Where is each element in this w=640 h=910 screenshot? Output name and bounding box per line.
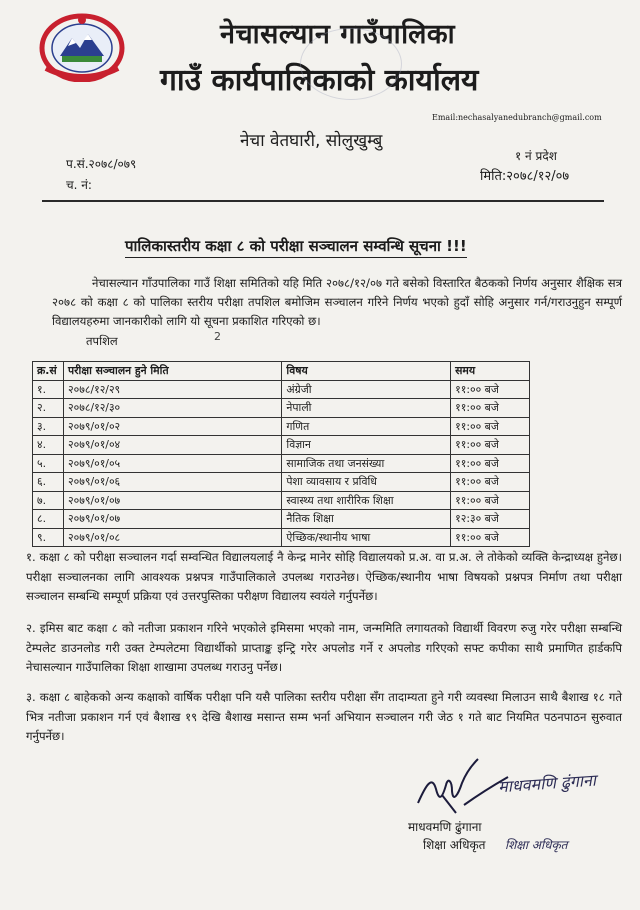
instruction-paragraph-3: ३. कक्षा ८ बाहेकको अन्य कक्षाको वार्षिक परीक्षा पनि यसै पालिका स्तरीय परीक्षा सँग तादाम्यता हुने गरी व्यवस्था मिलाउन साथै बैशाख १८ गते भित्र नतीजा प्रकाशन गर्न एवं बैशाख १९ देखि बैशाख मसान्त सम्म भर्ना अभियान सञ्चालन गरी जेठ १ गते बाट नियमित पठनपाठन सुरुवात गर्नुपर्नेछ। — [26, 690, 622, 743]
header-date: परीक्षा सञ्चालन हुने मिति — [63, 362, 281, 381]
cell-time: ११:०० बजे — [451, 528, 530, 547]
signatory-title: शिक्षा अधिकृत — [423, 838, 486, 852]
email-address: Email:nechasalyanedubranch@gmail.com — [432, 113, 602, 122]
cell-date: २०७९/०१/०७ — [63, 491, 281, 510]
instruction-paragraph-1: १. कक्षा ८ को परीक्षा सञ्चालन गर्दा सम्वन्धित विद्यालयलाई नै केन्द्र मानेर सोहि विद्यालयको प्र.अ. वा प्र.अ. ले तोकेको व्यक्ति केन्द्राध्यक्ष हुनेछ। परीक्षा सञ्चालनका लागि आवश्यक प्रश्नपत्र गाउँपालिकाले उपलब्ध गराउनेछ। ऐच्छिक/स्थानीय भाषा विषयको प्रश्नपत्र निर्माण तथा परीक्षा सञ्चालन सम्बन्धि सम्पूर्ण प्रक्रिया एवं उत्तरपुस्तिका परीक्षण विद्यालय स्वयंले गर्नुपर्नेछ। — [26, 550, 622, 603]
cell-subject: नेपाली — [282, 399, 451, 418]
signatory-name: माधवमणि ढुंगाना — [408, 820, 482, 834]
province-label: १ नं प्रदेश — [515, 149, 557, 163]
header-time: समय — [451, 362, 530, 381]
signature-stamp-name: माधवमणि ढुंगाना — [497, 770, 597, 797]
municipality-name: नेचासल्यान गाउँपालिका — [220, 19, 456, 50]
dispatch-number: च. नं: — [66, 178, 92, 192]
table-row — [33, 473, 530, 492]
signature-stamp-title: शिक्षा अधिकृत — [505, 838, 568, 852]
cell-sn: ८. — [33, 510, 64, 529]
cell-date: २०७९/०१/०६ — [63, 473, 281, 492]
cell-subject: गणित — [282, 417, 451, 436]
cell-date: २०७८/१२/३० — [63, 399, 281, 418]
nepal-emblem-icon — [38, 12, 126, 82]
table-row — [33, 399, 530, 418]
cell-subject: स्वास्थ्य तथा शारीरिक शिक्षा — [282, 491, 451, 510]
reference-number: प.सं.२०७८/०७९ — [66, 157, 137, 171]
table-row — [33, 436, 530, 455]
cell-sn: १. — [33, 380, 64, 399]
cell-time: ११:०० बजे — [451, 399, 530, 418]
cell-time: ११:०० बजे — [451, 417, 530, 436]
cell-time: ११:०० बजे — [451, 473, 530, 492]
cell-subject: नैतिक शिक्षा — [282, 510, 451, 529]
schedule-label: तपशिल — [86, 334, 118, 348]
cell-sn: ६. — [33, 473, 64, 492]
faint-stamp-icon — [300, 28, 402, 100]
header-subject: विषय — [282, 362, 451, 381]
table-row — [33, 417, 530, 436]
cell-sn: ३. — [33, 417, 64, 436]
table-row — [33, 380, 530, 399]
cell-time: ११:०० बजे — [451, 491, 530, 510]
stray-mark: 2 — [214, 330, 221, 343]
cell-date: २०७९/०१/०५ — [63, 454, 281, 473]
cell-time: ११:०० बजे — [451, 380, 530, 399]
cell-time: ११:०० बजे — [451, 436, 530, 455]
notice-date: मिति:२०७८/१२/०७ — [480, 169, 570, 184]
cell-sn: ९. — [33, 528, 64, 547]
cell-sn: ४. — [33, 436, 64, 455]
notice-subject: पालिकास्तरीय कक्षा ८ को परीक्षा सञ्चालन सम्वन्धि सूचना !!! — [125, 236, 467, 258]
instruction-paragraph-2: २. इमिस बाट कक्षा ८ को नतीजा प्रकाशन गरिने भएकोले इमिसमा भएको नाम, जन्ममिति लगायतको विद्यार्थी विवरण रुजु गरेर परीक्षा सम्बन्धि टेम्पलेट डाउनलोड गरी उक्त टेम्पलेटमा विद्यार्थीको प्राप्ताङ्क इन्ट्रि गरेर अपलोड गर्ने र अपलोड गरिएको सफ्ट कपीका साथै प्रमाणित हार्डकपि नेचासल्यान गाउँपालिका शिक्षा शाखामा उपलब्ध गराउनु पर्नेछ। — [26, 621, 622, 674]
table-header-row — [33, 362, 530, 381]
header-sn: क्र.सं — [33, 362, 64, 381]
cell-date: २०७९/०१/०८ — [63, 528, 281, 547]
cell-time: ११:०० बजे — [451, 454, 530, 473]
cell-date: २०७८/१२/२९ — [63, 380, 281, 399]
cell-subject: अंग्रेजी — [282, 380, 451, 399]
table-row — [33, 491, 530, 510]
cell-subject: ऐच्छिक/स्थानीय भाषा — [282, 528, 451, 547]
signature-icon — [412, 755, 512, 815]
table-row — [33, 510, 530, 529]
cell-sn: ७. — [33, 491, 64, 510]
cell-subject: सामाजिक तथा जनसंख्या — [282, 454, 451, 473]
cell-sn: ५. — [33, 454, 64, 473]
cell-date: २०७९/०१/०७ — [63, 510, 281, 529]
cell-sn: २. — [33, 399, 64, 418]
cell-time: १२:३० बजे — [451, 510, 530, 529]
office-name: गाउँ कार्यपालिकाको कार्यालय — [160, 63, 479, 98]
intro-paragraph: नेचासल्यान गाँउपालिका गाउँ शिक्षा समितिको यहि मिति २०७८/१२/०७ गते बसेको विस्तारित बैठकको निर्णय अनुसार शैक्षिक सत्र २०७८ को कक्षा ८ को पालिका स्तरीय परीक्षा तपशिल बमोजिम सञ्चालन गरिने निर्णय भएको हुदाँ सोहि अनुसार गर्न/गराउनुहुन सम्पूर्ण विद्यालयहरुमा जानकारीको लागि यो सूचना प्रकाशित गरिएको छ। — [52, 276, 622, 328]
table-row — [33, 528, 530, 547]
cell-date: २०७९/०१/०२ — [63, 417, 281, 436]
table-row — [33, 454, 530, 473]
office-address: नेचा वेतघारी, सोलुखुम्बु — [240, 131, 383, 151]
cell-subject: पेशा व्यावसाय र प्रविधि — [282, 473, 451, 492]
header-divider — [42, 200, 604, 202]
cell-date: २०७९/०१/०४ — [63, 436, 281, 455]
exam-schedule-table — [32, 361, 530, 547]
cell-subject: विज्ञान — [282, 436, 451, 455]
